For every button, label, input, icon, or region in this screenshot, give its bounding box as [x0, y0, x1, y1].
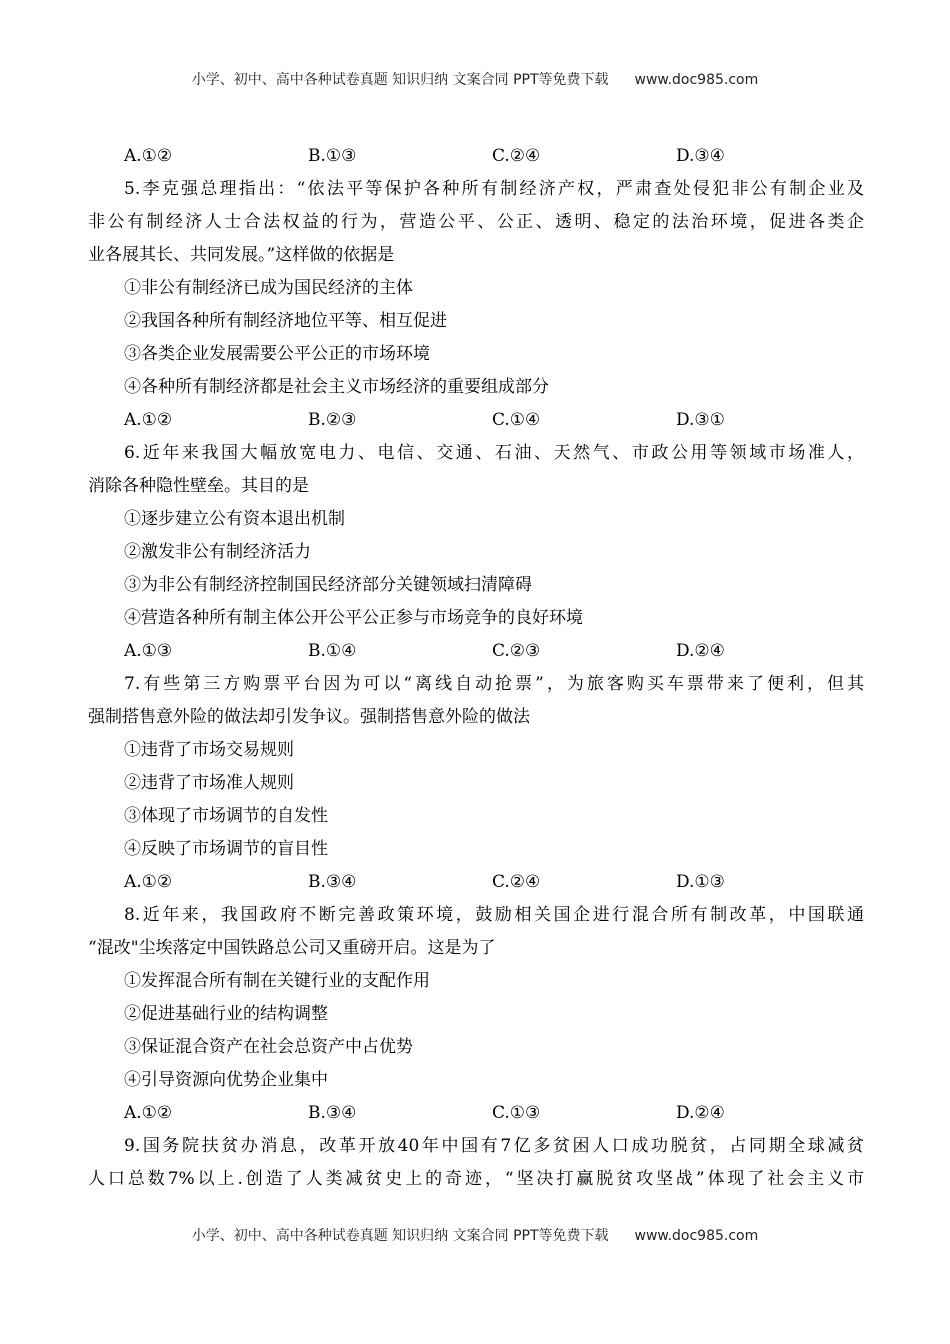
q8-item: ②促进基础行业的结构调整 — [124, 1004, 328, 1024]
q5-item: ③各类企业发展需要公平公正的市场环境 — [124, 344, 430, 364]
q5-option-a: A.①② — [124, 410, 173, 430]
question-8 — [88, 899, 864, 1130]
q6-option-c: C.②③ — [492, 641, 541, 661]
q9-stem-line: 9.国务院扶贫办消息，改革开放40年中国有7亿多贫困人口成功脱贫，占同期全球减贫 — [124, 1136, 864, 1156]
question-5 — [88, 173, 864, 437]
q8-option-c: C.①③ — [492, 1103, 541, 1123]
q5-item: ②我国各种所有制经济地位平等、相互促进 — [124, 311, 447, 331]
q9-stem-line: 人口总数7%以上.创造了人类减贫史上的奇迹，“坚决打赢脱贫攻坚战”体现了社会主义市 — [88, 1169, 864, 1189]
q7-item: ②违背了市场准人规则 — [124, 773, 294, 793]
question-7 — [88, 668, 864, 899]
q8-option-d: D.②④ — [676, 1103, 725, 1123]
q7-options — [88, 866, 864, 899]
q6-stem-line: 消除各种隐性壁垒。其目的是 — [88, 476, 309, 496]
q5-option-d: D.③① — [676, 410, 725, 430]
q6-item: ③为非公有制经济控制国民经济部分关键领域扫清障碍 — [124, 575, 532, 595]
q7-item: ①违背了市场交易规则 — [124, 740, 294, 760]
q7-option-a: A.①② — [124, 872, 173, 892]
q8-options — [88, 1097, 864, 1130]
q4-option-b: B.①③ — [308, 146, 357, 166]
q5-item: ①非公有制经济已成为国民经济的主体 — [124, 278, 413, 298]
q4-option-a: A.①② — [124, 146, 173, 166]
page-header — [0, 69, 950, 89]
question-9 — [88, 1130, 864, 1196]
question-6 — [88, 437, 864, 668]
q7-stem-line: 强制搭售意外险的做法却引发争议。强制搭售意外险的做法 — [88, 707, 530, 727]
q8-stem-line: “混改"尘埃落定中国铁路总公司又重磅开启。这是为了 — [88, 938, 496, 958]
header-text: 小学、初中、高中各种试卷真题 知识归纳 文案合同 PPT等免费下载 — [191, 72, 609, 88]
page-footer — [0, 1225, 950, 1245]
q4-option-d: D.③④ — [676, 146, 725, 166]
q8-stem-line: 8.近年来，我国政府不断完善政策环境，鼓励相关国企进行混合所有制改革，中国联通 — [124, 905, 864, 925]
q7-option-d: D.①③ — [676, 872, 725, 892]
q5-option-c: C.①④ — [492, 410, 541, 430]
footer-site-link[interactable]: www.doc985.com — [634, 1228, 759, 1244]
q6-item: ②激发非公有制经济活力 — [124, 542, 311, 562]
q6-item: ④营造各种所有制主体公开公平公正参与市场竞争的良好环境 — [124, 608, 583, 628]
q8-item: ③保证混合资产在社会总资产中占优势 — [124, 1037, 413, 1057]
q6-item: ①逐步建立公有资本退出机制 — [124, 509, 345, 529]
q7-option-b: B.③④ — [308, 872, 357, 892]
q8-option-a: A.①② — [124, 1103, 173, 1123]
q6-option-a: A.①③ — [124, 641, 173, 661]
header-site-link[interactable]: www.doc985.com — [634, 72, 759, 88]
q4-options — [88, 140, 864, 173]
q8-item: ①发挥混合所有制在关键行业的支配作用 — [124, 971, 430, 991]
exam-content — [88, 140, 864, 1196]
q8-option-b: B.③④ — [308, 1103, 357, 1123]
q6-option-d: D.②④ — [676, 641, 725, 661]
q5-stem-line: 业各展其长、共同发展。”这样做的依据是 — [88, 245, 395, 265]
q7-item: ④反映了市场调节的盲目性 — [124, 839, 328, 859]
q5-option-b: B.②③ — [308, 410, 357, 430]
q7-option-c: C.②④ — [492, 872, 541, 892]
footer-text: 小学、初中、高中各种试卷真题 知识归纳 文案合同 PPT等免费下载 — [191, 1228, 609, 1244]
q4-option-c: C.②④ — [492, 146, 541, 166]
q5-options — [88, 404, 864, 437]
q7-item: ③体现了市场调节的自发性 — [124, 806, 328, 826]
q5-item: ④各种所有制经济都是社会主义市场经济的重要组成部分 — [124, 377, 549, 397]
q8-item: ④引导资源向优势企业集中 — [124, 1070, 328, 1090]
q6-stem-line: 6.近年来我国大幅放宽电力、电信、交通、石油、天然气、市政公用等领域市场准人， — [124, 443, 864, 463]
q5-stem-line: 5.李克强总理指出：“依法平等保护各种所有制经济产权，严肃查处侵犯非公有制企业及 — [124, 179, 864, 199]
q6-options — [88, 635, 864, 668]
q6-option-b: B.①④ — [308, 641, 357, 661]
q7-stem-line: 7.有些第三方购票平台因为可以“离线自动抢票”，为旅客购买车票带来了便利，但其 — [124, 674, 864, 694]
q5-stem-line: 非公有制经济人士合法权益的行为，营造公平、公正、透明、稳定的法治环境，促进各类企 — [88, 212, 864, 232]
